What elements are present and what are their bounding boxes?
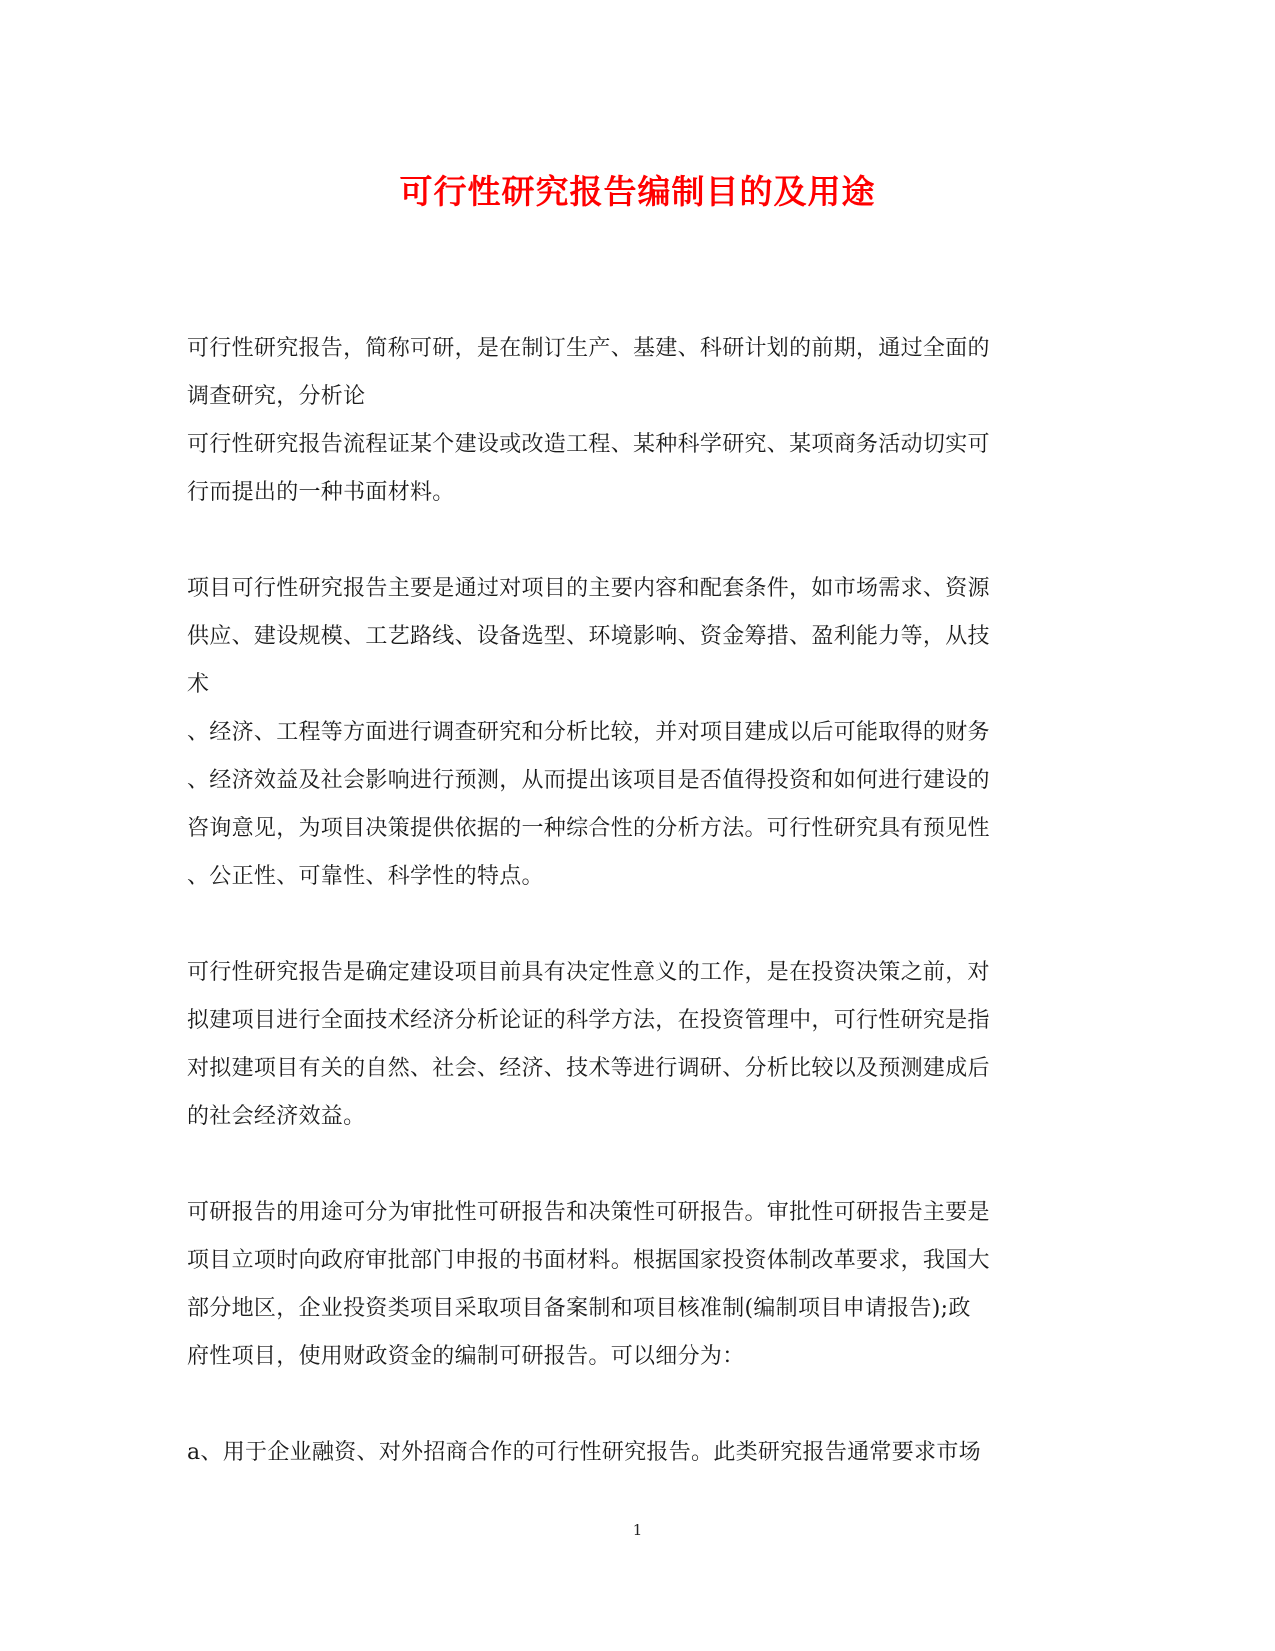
document-body [187, 325, 1092, 1477]
paragraph-line: a、用于企业融资、对外招商合作的可行性研究报告。此类研究报告通常要求市场 [187, 1440, 981, 1465]
paragraph-3 [187, 949, 1092, 1141]
page-number: 1 [632, 1521, 643, 1539]
paragraph-line: 部分地区，企业投资类项目采取项目备案制和项目核准制(编制项目申请报告);政 [187, 1296, 971, 1321]
paragraph-gap [187, 1141, 1092, 1189]
paragraph-4 [187, 1189, 1092, 1381]
paragraph-line: 拟建项目进行全面技术经济分析论证的科学方法，在投资管理中，可行性研究是指 [187, 1008, 990, 1033]
document-title: 可行性研究报告编制目的及用途 [399, 172, 876, 211]
paragraph-gap [187, 901, 1092, 949]
paragraph-line: 可行性研究报告流程证某个建设或改造工程、某种科学研究、某项商务活动切实可 [187, 432, 990, 457]
paragraph-gap [187, 1381, 1092, 1429]
paragraph-line: 项目可行性研究报告主要是通过对项目的主要内容和配套条件，如市场需求、资源 [187, 576, 990, 601]
paragraph-line: 、经济效益及社会影响进行预测，从而提出该项目是否值得投资和如何进行建设的 [187, 768, 990, 793]
paragraph-line: 供应、建设规模、工艺路线、设备选型、环境影响、资金筹措、盈利能力等，从技 [187, 624, 990, 649]
paragraph-line: 府性项目，使用财政资金的编制可研报告。可以细分为： [187, 1344, 745, 1369]
paragraph-line: 行而提出的一种书面材料。 [187, 480, 455, 505]
paragraph-line: 术 [187, 672, 210, 697]
paragraph-line: 可研报告的用途可分为审批性可研报告和决策性可研报告。审批性可研报告主要是 [187, 1200, 990, 1225]
paragraph-gap [187, 517, 1092, 565]
paragraph-line: 对拟建项目有关的自然、社会、经济、技术等进行调研、分析比较以及预测建成后 [187, 1056, 990, 1081]
paragraph-line: 、公正性、可靠性、科学性的特点。 [187, 864, 544, 889]
paragraph-2 [187, 565, 1092, 901]
paragraph-line: 可行性研究报告是确定建设项目前具有决定性意义的工作，是在投资决策之前，对 [187, 960, 990, 985]
paragraph-line: 可行性研究报告，简称可研，是在制订生产、基建、科研计划的前期，通过全面的 [187, 336, 990, 361]
paragraph-5 [187, 1429, 1092, 1477]
paragraph-line: 、经济、工程等方面进行调查研究和分析比较，并对项目建成以后可能取得的财务 [187, 720, 990, 745]
paragraph-line: 调查研究，分析论 [187, 384, 366, 409]
paragraph-line: 咨询意见，为项目决策提供依据的一种综合性的分析方法。可行性研究具有预见性 [187, 816, 990, 841]
paragraph-line: 的社会经济效益。 [187, 1104, 366, 1129]
paragraph-line: 项目立项时向政府审批部门申报的书面材料。根据国家投资体制改革要求，我国大 [187, 1248, 990, 1273]
paragraph-1 [187, 325, 1092, 517]
